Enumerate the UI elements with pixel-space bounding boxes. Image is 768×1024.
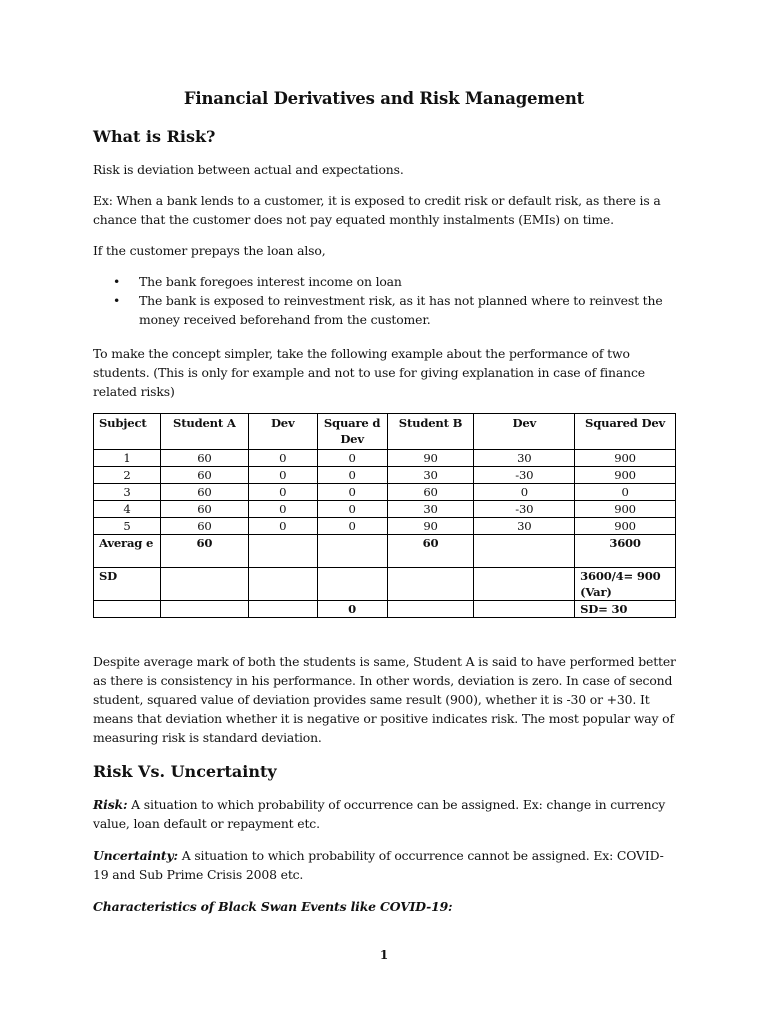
table-cell (317, 535, 387, 568)
risk-label: Risk: (93, 797, 128, 812)
sd-label: SD (94, 568, 161, 601)
table-cell: 0 (248, 518, 317, 535)
table-header: Subject (94, 414, 161, 450)
table-cell: 30 (387, 501, 474, 518)
table-cell: 60 (160, 518, 248, 535)
table-cell: 900 (575, 501, 676, 518)
table-cell: 60 (160, 450, 248, 467)
table-cell: 0 (474, 484, 575, 501)
table-cell: 4 (94, 501, 161, 518)
table-cell (317, 568, 387, 601)
table-cell: 60 (160, 484, 248, 501)
section-heading-risk-vs-uncertainty: Risk Vs. Uncertainty (93, 762, 277, 781)
table-cell: 900 (575, 467, 676, 484)
table-header: Dev (474, 414, 575, 450)
paragraph-despite: Despite average mark of both the students is same, Student A is said to have performed better as there is consistency in his performance. In other words, deviation is zero. In case of second student, squared value of deviation provides same result (900), whether it is -30 or +30. It means that deviation whether it is negative or positive indicates risk. The most popular way of measuring risk is standard deviation. (93, 654, 676, 745)
table-row (94, 450, 676, 467)
table-cell: 0 (317, 467, 387, 484)
black-swan-heading: Characteristics of Black Swan Events like COVID-19: (93, 899, 453, 914)
student-marks-table (93, 413, 676, 618)
paragraph-bank-example: Ex: When a bank lends to a customer, it is exposed to credit risk or default risk, as there is a chance that the customer does not pay equated monthly instalments (EMIs) on time. (93, 193, 661, 227)
average-squared-dev: 3600 (575, 535, 676, 568)
bullet-text: The bank foregoes interest income on loan (139, 274, 402, 289)
table-row (94, 467, 676, 484)
table-cell: 30 (474, 450, 575, 467)
paragraph-concept: To make the concept simpler, take the following example about the performance of two students. (This is only for example and not to use for giving explanation in case of finance related risks) (93, 346, 645, 399)
bullet-icon: • (113, 293, 121, 308)
table-cell (248, 601, 317, 618)
table-cell: 90 (387, 450, 474, 467)
uncertainty-text: A situation to which probability of occurrence cannot be assigned. Ex: COVID-19 and Sub Prime Crisis 2008 etc. (93, 848, 664, 882)
table-cell: 900 (575, 450, 676, 467)
table-cell: 60 (160, 467, 248, 484)
paragraph-risk-definition: Risk is deviation between actual and expectations. (93, 162, 404, 177)
table-cell: 3 (94, 484, 161, 501)
table-cell: 90 (387, 518, 474, 535)
table-cell: 60 (387, 484, 474, 501)
table-header: Squared Dev (575, 414, 676, 450)
table-cell (474, 535, 575, 568)
average-label: Averag e (94, 535, 161, 568)
table-header: Student A (160, 414, 248, 450)
bullet-text: The bank is exposed to reinvestment risk, as it has not planned where to reinvest the money received beforehand from the customer. (139, 293, 663, 327)
paragraph-uncertainty (93, 846, 678, 884)
sd-variance: 3600/4= 900 (Var) (575, 568, 676, 601)
list-item (113, 291, 683, 329)
table-cell: 0 (248, 501, 317, 518)
table-cell: 0 (575, 484, 676, 501)
table-row (94, 484, 676, 501)
bullet-list (113, 272, 683, 329)
page-number: 1 (379, 948, 389, 962)
table-cell: 0 (317, 501, 387, 518)
table-row (94, 501, 676, 518)
table-average-row (94, 535, 676, 568)
table-cell (248, 535, 317, 568)
table-cell (160, 568, 248, 601)
list-item (113, 272, 683, 291)
table-header-row (94, 414, 676, 450)
table-cell: 0 (248, 467, 317, 484)
table-cell (474, 568, 575, 601)
uncertainty-label: Uncertainty: (93, 848, 178, 863)
table-cell: 0 (248, 484, 317, 501)
table-cell: 30 (474, 518, 575, 535)
table-cell (387, 601, 474, 618)
table-sd-row (94, 568, 676, 601)
average-student-b: 60 (387, 535, 474, 568)
table-header: Square d Dev (317, 414, 387, 450)
table-row (94, 518, 676, 535)
table-cell: 2 (94, 467, 161, 484)
risk-text: A situation to which probability of occurrence can be assigned. Ex: change in currency value, loan default or repayment etc. (93, 797, 666, 831)
table-cell: -30 (474, 501, 575, 518)
table-final-row (94, 601, 676, 618)
table-cell: 0 (248, 450, 317, 467)
table-cell: -30 (474, 467, 575, 484)
table-header: Student B (387, 414, 474, 450)
table-cell (474, 601, 575, 618)
table-cell: 30 (387, 467, 474, 484)
paragraph-risk (93, 795, 678, 833)
table-cell: 900 (575, 518, 676, 535)
table-cell: 5 (94, 518, 161, 535)
paragraph-prepay: If the customer prepays the loan also, (93, 243, 326, 258)
section-heading-what-is-risk: What is Risk? (93, 127, 216, 146)
table-cell: 0 (317, 450, 387, 467)
table-cell (248, 568, 317, 601)
final-sd: SD= 30 (575, 601, 676, 618)
document-title: Financial Derivatives and Risk Management (183, 89, 585, 108)
table-cell: 0 (317, 518, 387, 535)
final-squared-dev-a: 0 (317, 601, 387, 618)
table-cell: 60 (160, 501, 248, 518)
average-student-a: 60 (160, 535, 248, 568)
table-cell (160, 601, 248, 618)
table-cell (387, 568, 474, 601)
table-cell: 0 (317, 484, 387, 501)
table-cell: 1 (94, 450, 161, 467)
table-header: Dev (248, 414, 317, 450)
table-cell (94, 601, 161, 618)
bullet-icon: • (113, 274, 121, 289)
